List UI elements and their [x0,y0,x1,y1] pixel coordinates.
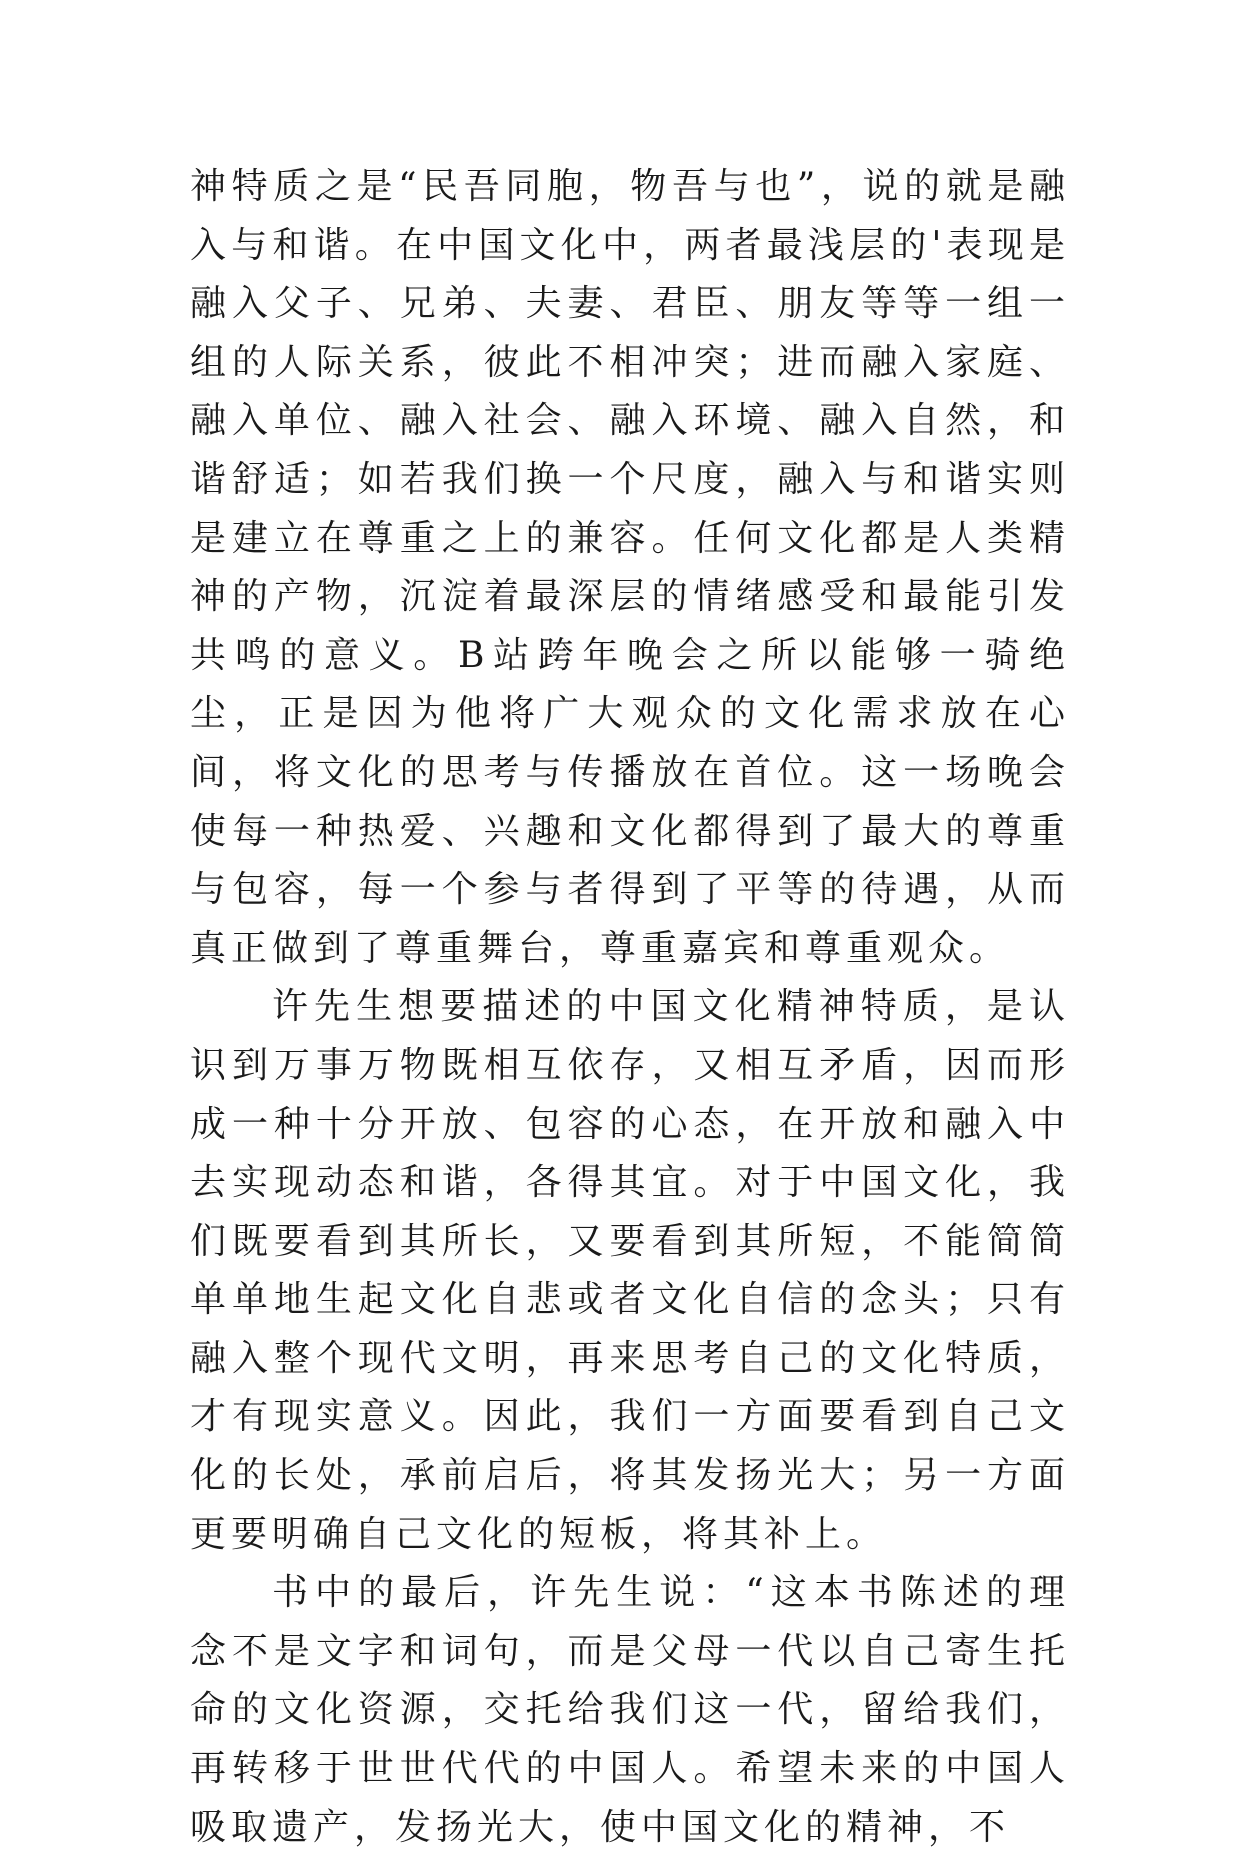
paragraph-3: 书中的最后，许先生说：“这本书陈述的理念不是文字和词句，而是父母一代以自己寄生托命的文化资源，交托给我们这一代，留给我们，再转移于世世代代的中国人。希望未来的中国人吸取遗产，发扬光大，使中国文化的精神，不 [190,1572,1070,1848]
document-body [190,158,1070,1857]
paragraph-1: 神特质之是“民吾同胞，物吾与也”，说的就是融入与和谐。在中国文化中，两者最浅层的'表现是融入父子、兄弟、夫妻、君臣、朋友等等一组一组的人际关系，彼此不相冲突；进而融入家庭、融入单位、融入社会、融入环境、融入自然，和谐舒适；如若我们换一个尺度，融入与和谐实则是建立在尊重之上的兼容。任何文化都是人类精神的产物，沉淀着最深层的情绪感受和最能引发共鸣的意义。B站跨年晚会之所以能够一骑绝尘，正是因为他将广大观众的文化需求放在心间，将文化的思考与传播放在首位。这一场晚会使每一种热爱、兴趣和文化都得到了最大的尊重与包容，每一个参与者得到了平等的待遇，从而真正做到了尊重舞台，尊重嘉宾和尊重观众。 [190,166,1070,969]
paragraph-2: 许先生想要描述的中国文化精神特质，是认识到万事万物既相互依存，又相互矛盾，因而形成一种十分开放、包容的心态，在开放和融入中去实现动态和谐，各得其宜。对于中国文化，我们既要看到其所长，又要看到其所短，不能简简单单地生起文化自悲或者文化自信的念头；只有融入整个现代文明，再来思考自己的文化特质，才有现实意义。因此，我们一方面要看到自己文化的长处，承前启后，将其发扬光大；另一方面更要明确自己文化的短板，将其补上。 [190,986,1070,1555]
